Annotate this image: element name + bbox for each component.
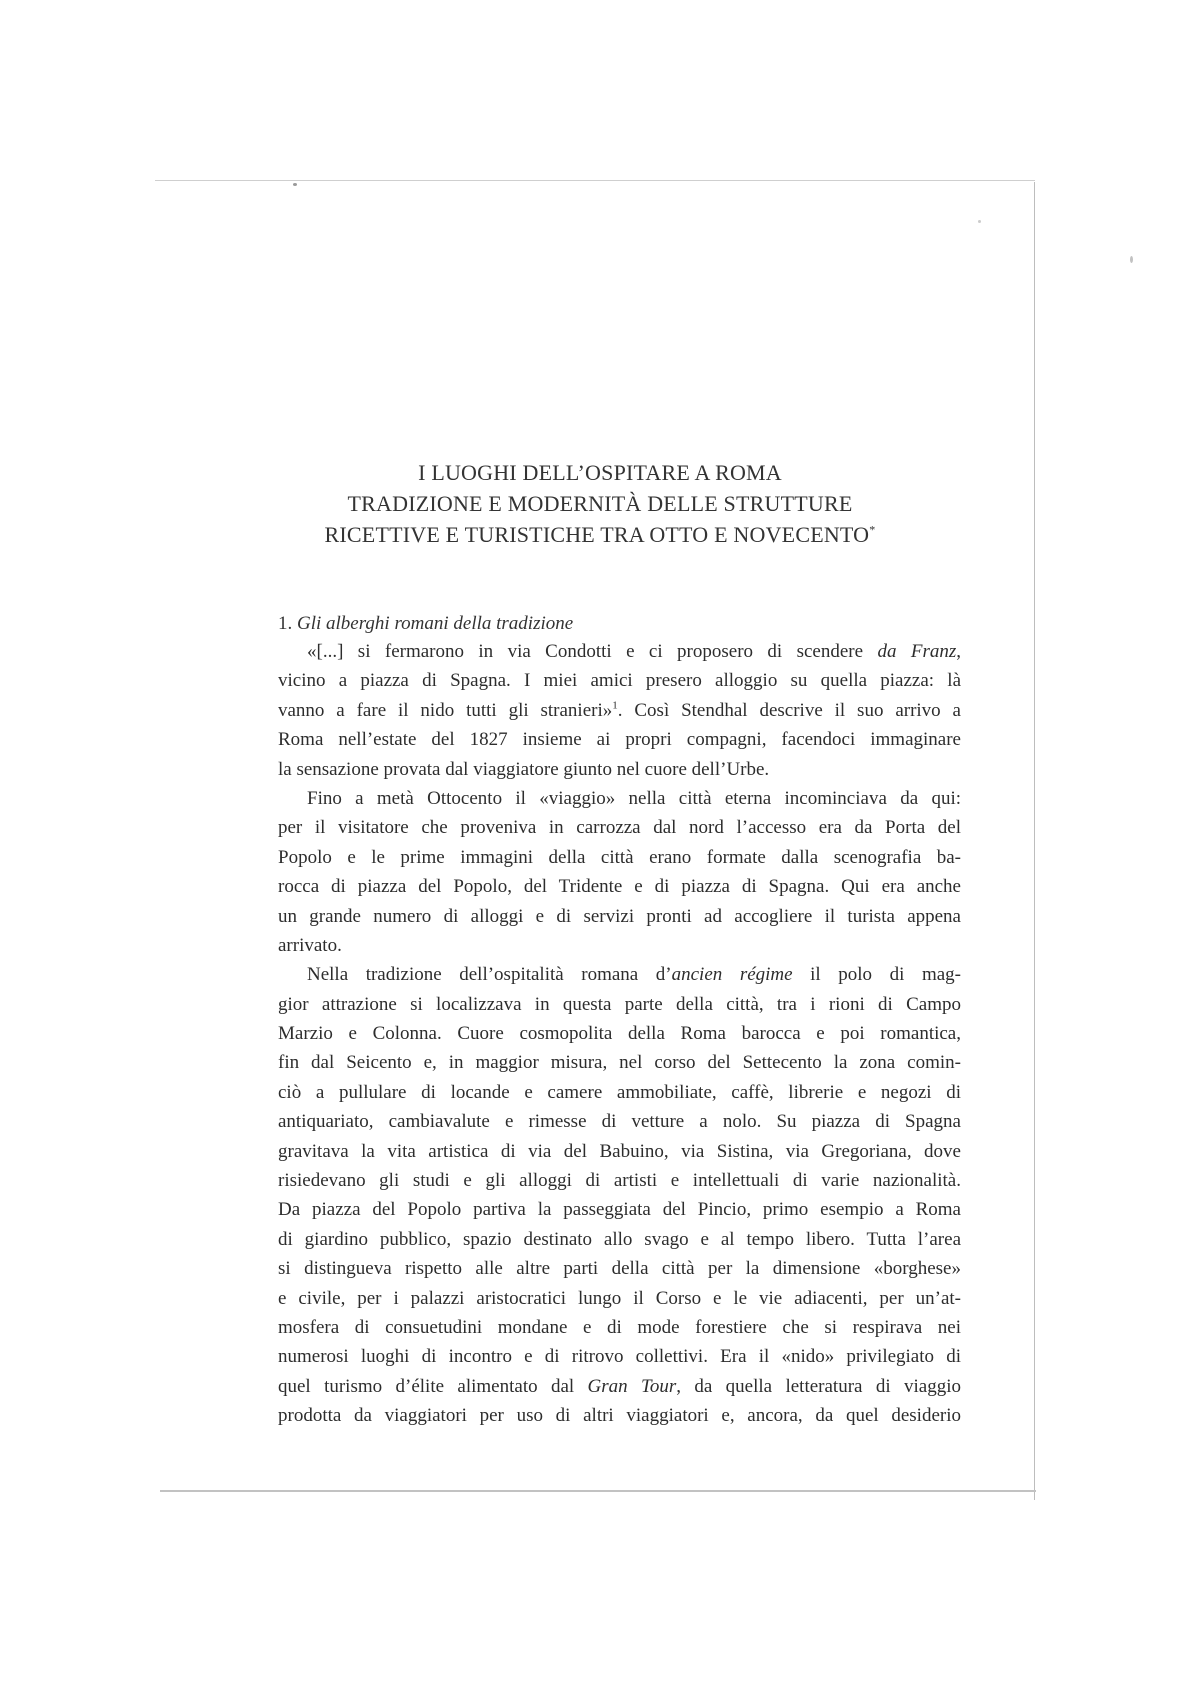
text-run: , da quella letteratura di viaggio	[676, 1375, 961, 1397]
section-title: Gli alberghi romani della tradizione	[297, 613, 574, 634]
paragraph-3-line: fin dal Seicento e, in maggior misura, nel corso del Settecento la zona comin-	[278, 1052, 961, 1074]
chapter-title-line-3	[280, 519, 920, 550]
chapter-title-line-1: I LUOGHI DELL’OSPITARE A ROMA	[418, 460, 782, 485]
scan-speck	[293, 183, 297, 186]
paragraph-3-line: numerosi luoghi di incontro e di ritrovo collettivi. Era il «nido» privilegiato di	[278, 1346, 961, 1368]
paragraph-3-line: di giardino pubblico, spazio destinato allo svago e al tempo libero. Tutta l’area	[278, 1228, 961, 1250]
text-run: «[...] si fermarono in via Condotti e ci proposero di scendere	[307, 641, 878, 662]
paragraph-3-line	[278, 1372, 961, 1401]
text-run: . Così Stendhal descrive il suo arrivo a	[617, 699, 961, 721]
paragraph-3-line: Marzio e Colonna. Cuore cosmopolita della Roma barocca e poi romantica,	[278, 1023, 961, 1045]
paragraph-3-line: antiquariato, cambiavalute e rimesse di vetture a nolo. Su piazza di Spagna	[278, 1111, 961, 1133]
paragraph-3-line: ciò a pullulare di locande e camere ammobiliate, caffè, librerie e negozi di	[278, 1081, 961, 1103]
chapter-title	[280, 457, 920, 550]
page-edge-top	[155, 180, 1035, 181]
paragraph-1-line: la sensazione provata dal viaggiatore giunto nel cuore dell’Urbe.	[278, 758, 770, 780]
page-edge-right	[1034, 182, 1035, 1500]
italic-run: ancien régime	[671, 964, 793, 986]
paragraph-3-line	[278, 960, 961, 989]
paragraph-3-line: mosfera di consuetudini mondane e di mode forestiere che si respirava nei	[278, 1316, 961, 1338]
chapter-title-line-2: TRADIZIONE E MODERNITÀ DELLE STRUTTURE	[347, 491, 853, 516]
scan-speck	[978, 220, 981, 223]
italic-run: da Franz	[877, 641, 957, 662]
paragraph-3-line: gravitava la vita artistica di via del Babuino, via Sistina, via Gregoriana, dove	[278, 1140, 961, 1162]
page-edge-bottom	[160, 1490, 1036, 1492]
paragraph-3-line: prodotta da viaggiatori per uso di altri viaggiatori e, ancora, da quel desiderio	[278, 1405, 961, 1427]
paragraph-3-line: e civile, per i palazzi aristocratici lungo il Corso e le vie adiacenti, per un’at-	[278, 1287, 961, 1309]
scan-speck	[1130, 256, 1133, 263]
section-number: 1.	[278, 613, 293, 634]
paragraph-1-line	[278, 696, 961, 725]
body-text	[278, 637, 961, 1431]
paragraph-1-line: Roma nell’estate del 1827 insieme ai propri compagni, facendoci immaginare	[278, 729, 961, 751]
chapter-title-line-3-text: RICETTIVE E TURISTICHE TRA OTTO E NOVECENTO	[324, 522, 870, 547]
paragraph-2-line: arrivato.	[278, 934, 342, 956]
text-run: vanno a fare il nido tutti gli stranieri»	[278, 699, 613, 721]
section-heading	[278, 610, 573, 638]
paragraph-2-line: Fino a metà Ottocento il «viaggio» nella città eterna incominciava da qui:	[307, 787, 961, 809]
paragraph-3-line: si distingueva rispetto alle altre parti della città per la dimensione «borghese»	[278, 1258, 961, 1280]
paragraph-1-line	[278, 637, 961, 666]
footnote-ref: 1	[612, 699, 618, 712]
paragraph-2-line: per il visitatore che proveniva in carrozza dal nord l’accesso era da Porta del	[278, 817, 961, 839]
italic-run: Gran Tour	[587, 1375, 677, 1397]
paragraph-1-line: vicino a piazza di Spagna. I miei amici presero alloggio su quella piazza: là	[278, 670, 961, 692]
paragraph-2-line: un grande numero di alloggi e di servizi pronti ad accogliere il turista appena	[278, 905, 961, 927]
text-run: il polo di mag-	[792, 964, 961, 986]
text-run: Nella tradizione dell’ospitalità romana d’	[307, 964, 672, 986]
paragraph-3-line: gior attrazione si localizzava in questa parte della città, tra i rioni di Campo	[278, 993, 961, 1015]
text-run: ,	[956, 641, 961, 662]
paragraph-2-line: rocca di piazza del Popolo, del Tridente e di piazza di Spagna. Qui era anche	[278, 876, 961, 898]
paragraph-3-line: Da piazza del Popolo partiva la passeggiata del Pincio, primo esempio a Roma	[278, 1199, 961, 1221]
text-run: quel turismo d’élite alimentato dal	[278, 1375, 588, 1397]
title-footnote-mark: *	[869, 522, 876, 537]
paragraph-2-line: Popolo e le prime immagini della città erano formate dalla scenografia ba-	[278, 846, 961, 868]
paragraph-3-line: risiedevano gli studi e gli alloggi di artisti e intellettuali di varie nazionalità.	[278, 1170, 961, 1192]
